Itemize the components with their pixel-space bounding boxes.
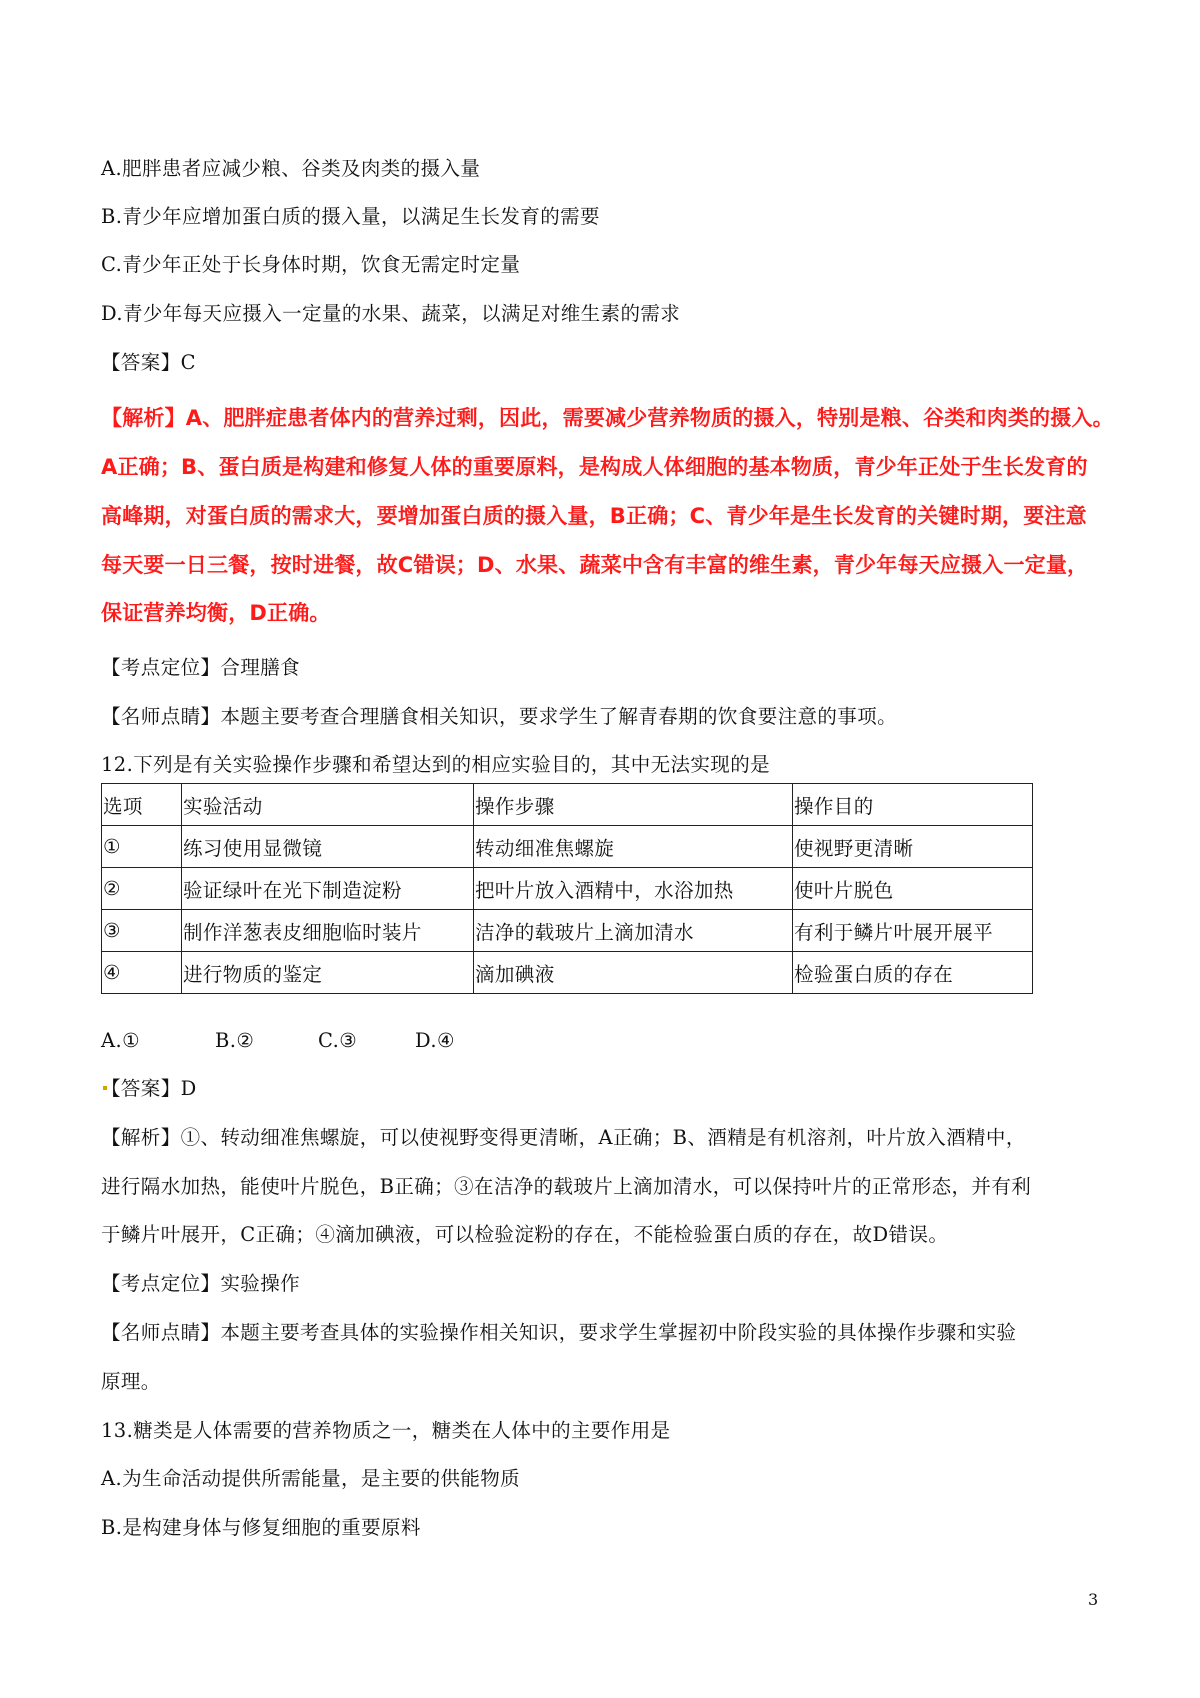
q12-option: D.④ (415, 1029, 455, 1052)
table-cell: 有利于鳞片叶展开展平 (793, 910, 1033, 952)
q11-option-c: C.青少年正处于长身体时期，饮食无需定时定量 (101, 253, 521, 276)
table-cell: 洁净的载玻片上滴加清水 (474, 910, 793, 952)
q12-analysis-line: 进行隔水加热，能使叶片脱色，B正确；③在洁净的载玻片上滴加清水，可以保持叶片的正常形态，并有利 (101, 1175, 1032, 1198)
table-header-cell: 实验活动 (182, 784, 474, 826)
q11-analysis-line: 每天要一日三餐，按时进餐，故C错误；D、水果、蔬菜中含有丰富的维生素，青少年每天应摄入一定量， (101, 553, 1089, 577)
q12-option: C.③ (318, 1029, 358, 1052)
q13-question: 13.糖类是人体需要的营养物质之一，糖类在人体中的主要作用是 (101, 1419, 671, 1442)
page-number: 3 (1088, 1590, 1099, 1609)
table-cell: ① (102, 826, 182, 868)
table-cell: ② (102, 868, 182, 910)
experiment-table (101, 783, 1033, 994)
q11-analysis-line: 保证营养均衡，D正确。 (101, 601, 331, 625)
table-cell: 使视野更清晰 (793, 826, 1033, 868)
q12-analysis-line: 于鳞片叶展开，C正确；④滴加碘液，可以检验淀粉的存在，不能检验蛋白质的存在，故D错误。 (101, 1223, 949, 1246)
q12-key-point: 【考点定位】实验操作 (101, 1272, 301, 1295)
q12-option: A.① (101, 1029, 140, 1052)
q11-option-b: B.青少年应增加蛋白质的摄入量，以满足生长发育的需要 (101, 205, 600, 228)
q13-option-b: B.是构建身体与修复细胞的重要原料 (101, 1516, 421, 1539)
table-cell: ③ (102, 910, 182, 952)
table-cell: 滴加碘液 (474, 952, 793, 994)
table-header-cell: 操作步骤 (474, 784, 793, 826)
table-cell: 进行物质的鉴定 (182, 952, 474, 994)
table-header-cell: 操作目的 (793, 784, 1033, 826)
q11-option-a: A.肥胖患者应减少粮、谷类及肉类的摄入量 (101, 157, 481, 180)
q11-analysis-line: 【解析】A、肥胖症患者体内的营养过剩，因此，需要减少营养物质的摄入，特别是粮、谷类和肉类的摄入。 (101, 406, 1114, 430)
q11-option-d: D.青少年每天应摄入一定量的水果、蔬菜，以满足对维生素的需求 (101, 302, 681, 325)
table-cell: 练习使用显微镜 (182, 826, 474, 868)
q11-analysis-line: A正确；B、蛋白质是构建和修复人体的重要原料，是构成人体细胞的基本物质，青少年正处于生长发育的 (101, 455, 1088, 479)
q12-answer: 【答案】D (101, 1077, 197, 1100)
table-row (102, 868, 1033, 910)
table-row (102, 952, 1033, 994)
q12-analysis-line: 【解析】①、转动细准焦螺旋，可以使视野变得更清晰，A正确；B、酒精是有机溶剂，叶片放入酒精中， (101, 1126, 1026, 1149)
table-cell: 把叶片放入酒精中，水浴加热 (474, 868, 793, 910)
table-cell: 制作洋葱表皮细胞临时装片 (182, 910, 474, 952)
table-row (102, 910, 1033, 952)
q12-option: B.② (215, 1029, 255, 1052)
table-header-row (102, 784, 1033, 826)
q12-question: 12.下列是有关实验操作步骤和希望达到的相应实验目的，其中无法实现的是 (101, 753, 771, 776)
q11-teacher-note: 【名师点睛】本题主要考查合理膳食相关知识，要求学生了解青春期的饮食要注意的事项。 (101, 705, 898, 728)
table-row (102, 826, 1033, 868)
q11-key-point: 【考点定位】合理膳食 (101, 656, 301, 679)
table-cell: 检验蛋白质的存在 (793, 952, 1033, 994)
table-cell: 转动细准焦螺旋 (474, 826, 793, 868)
q12-options (101, 1028, 455, 1054)
q13-option-a: A.为生命活动提供所需能量，是主要的供能物质 (101, 1467, 521, 1490)
table-cell: 验证绿叶在光下制造淀粉 (182, 868, 474, 910)
q11-analysis-line: 高峰期，对蛋白质的需求大，要增加蛋白质的摄入量，B正确；C、青少年是生长发育的关键时期，要注意 (101, 504, 1087, 528)
q12-teacher-note-line: 【名师点睛】本题主要考查具体的实验操作相关知识，要求学生掌握初中阶段实验的具体操作步骤和实验 (101, 1321, 1017, 1344)
table-cell: 使叶片脱色 (793, 868, 1033, 910)
table-header-cell: 选项 (102, 784, 182, 826)
q11-answer: 【答案】C (101, 351, 196, 374)
table-cell: ④ (102, 952, 182, 994)
q12-teacher-note-line: 原理。 (101, 1370, 161, 1393)
